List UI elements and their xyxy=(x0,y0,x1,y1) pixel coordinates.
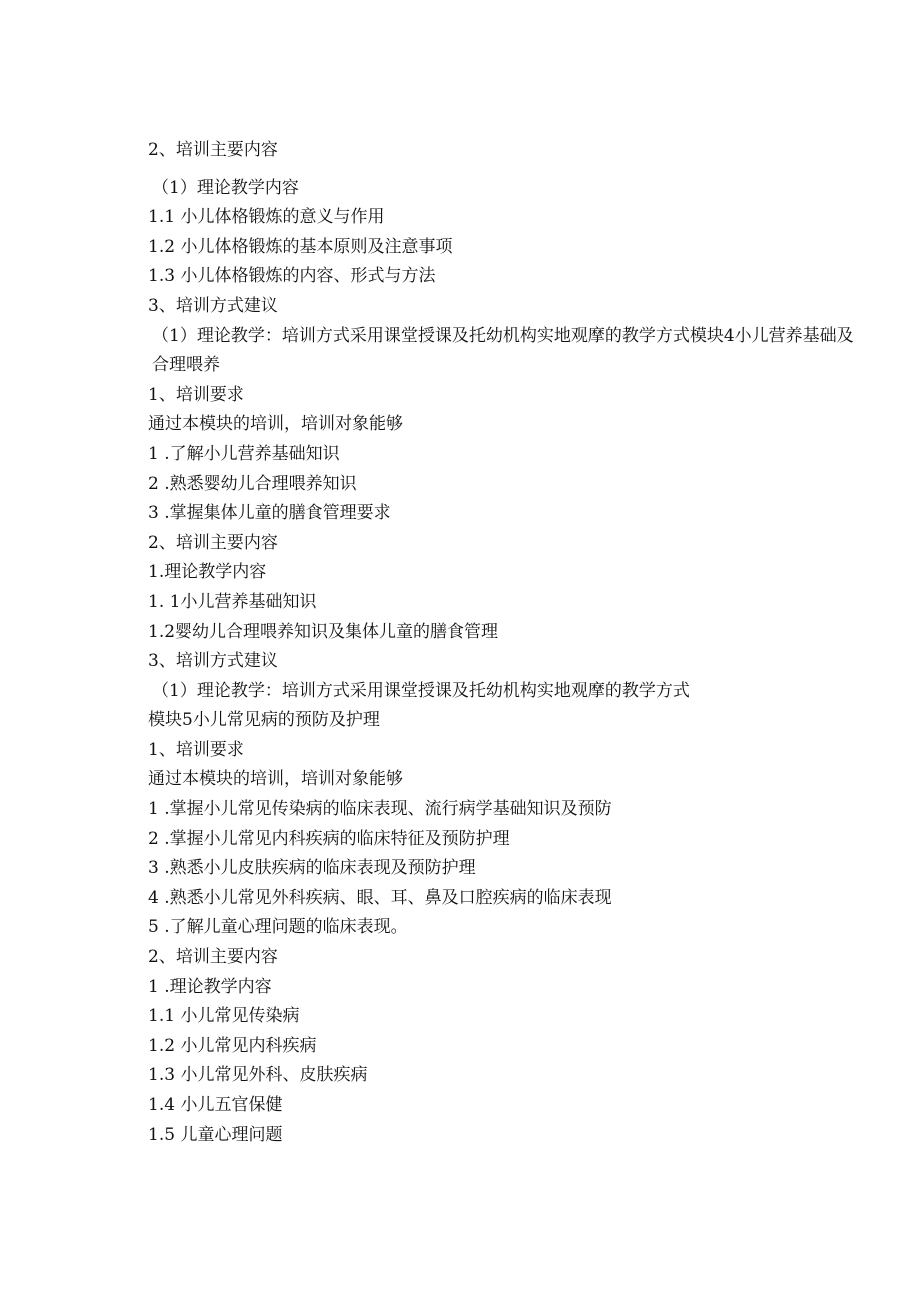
list-item: 1. 1小儿营养基础知识 xyxy=(148,591,317,612)
list-item: 1.1 小儿体格锻炼的意义与作用 xyxy=(148,207,385,228)
section-heading: 3、培训方式建议 xyxy=(148,651,278,672)
list-item: 5 .了解儿童心理问题的临床表现。 xyxy=(148,917,408,938)
list-item: 4 .熟悉小儿常见外科疾病、眼、耳、鼻及口腔疾病的临床表现 xyxy=(148,887,612,908)
list-item: 1.3 小儿体格锻炼的内容、形式与方法 xyxy=(148,266,436,287)
paragraph: 通过本模块的培训，培训对象能够 xyxy=(148,769,403,790)
list-item: 2 .熟悉婴幼儿合理喂养知识 xyxy=(148,473,357,494)
list-item: 3 .掌握集体儿童的膳食管理要求 xyxy=(148,503,391,524)
list-item: 1.2 小儿常见内科疾病 xyxy=(148,1035,317,1056)
subsection-heading: 1.理论教学内容 xyxy=(148,562,267,583)
list-item: 1 .了解小儿营养基础知识 xyxy=(148,443,340,464)
list-item: 1.2婴幼儿合理喂养知识及集体儿童的膳食管理 xyxy=(148,621,499,642)
subsection-heading: 1 .理论教学内容 xyxy=(148,976,272,997)
list-item: 1.4 小儿五官保健 xyxy=(148,1095,283,1115)
document-body xyxy=(148,136,868,1150)
module-heading: 模块5小儿常见病的预防及护理 xyxy=(148,710,380,731)
subsection-heading: （1）理论教学内容 xyxy=(152,177,299,198)
section-heading: 2、培训主要内容 xyxy=(148,532,278,553)
list-item: 1.5 儿童心理问题 xyxy=(148,1124,283,1145)
list-item: 1.3 小儿常见外科、皮肤疾病 xyxy=(148,1065,368,1086)
list-item: 2 .掌握小儿常见内科疾病的临床特征及预防护理 xyxy=(148,828,510,849)
list-item: 1.1 小儿常见传染病 xyxy=(148,1006,300,1027)
paragraph: （1）理论教学：培训方式采用课堂授课及托幼机构实地观摩的教学方式模块4小儿营养基础及合理喂养 xyxy=(152,325,854,376)
section-heading: 2、培训主要内容 xyxy=(148,947,278,968)
list-item: 1 .掌握小儿常见传染病的临床表现、流行病学基础知识及预防 xyxy=(148,799,612,820)
section-heading: 1、培训要求 xyxy=(148,384,244,405)
section-heading: 1、培训要求 xyxy=(148,739,244,760)
section-heading: 3、培训方式建议 xyxy=(148,295,278,316)
list-item: 3 .熟悉小儿皮肤疾病的临床表现及预防护理 xyxy=(148,858,476,879)
paragraph: 通过本模块的培训，培训对象能够 xyxy=(148,414,403,435)
list-item: 1.2 小儿体格锻炼的基本原则及注意事项 xyxy=(148,236,453,257)
section-heading: 2、培训主要内容 xyxy=(148,140,278,160)
paragraph: （1）理论教学：培训方式采用课堂授课及托幼机构实地观摩的教学方式 xyxy=(152,680,690,701)
